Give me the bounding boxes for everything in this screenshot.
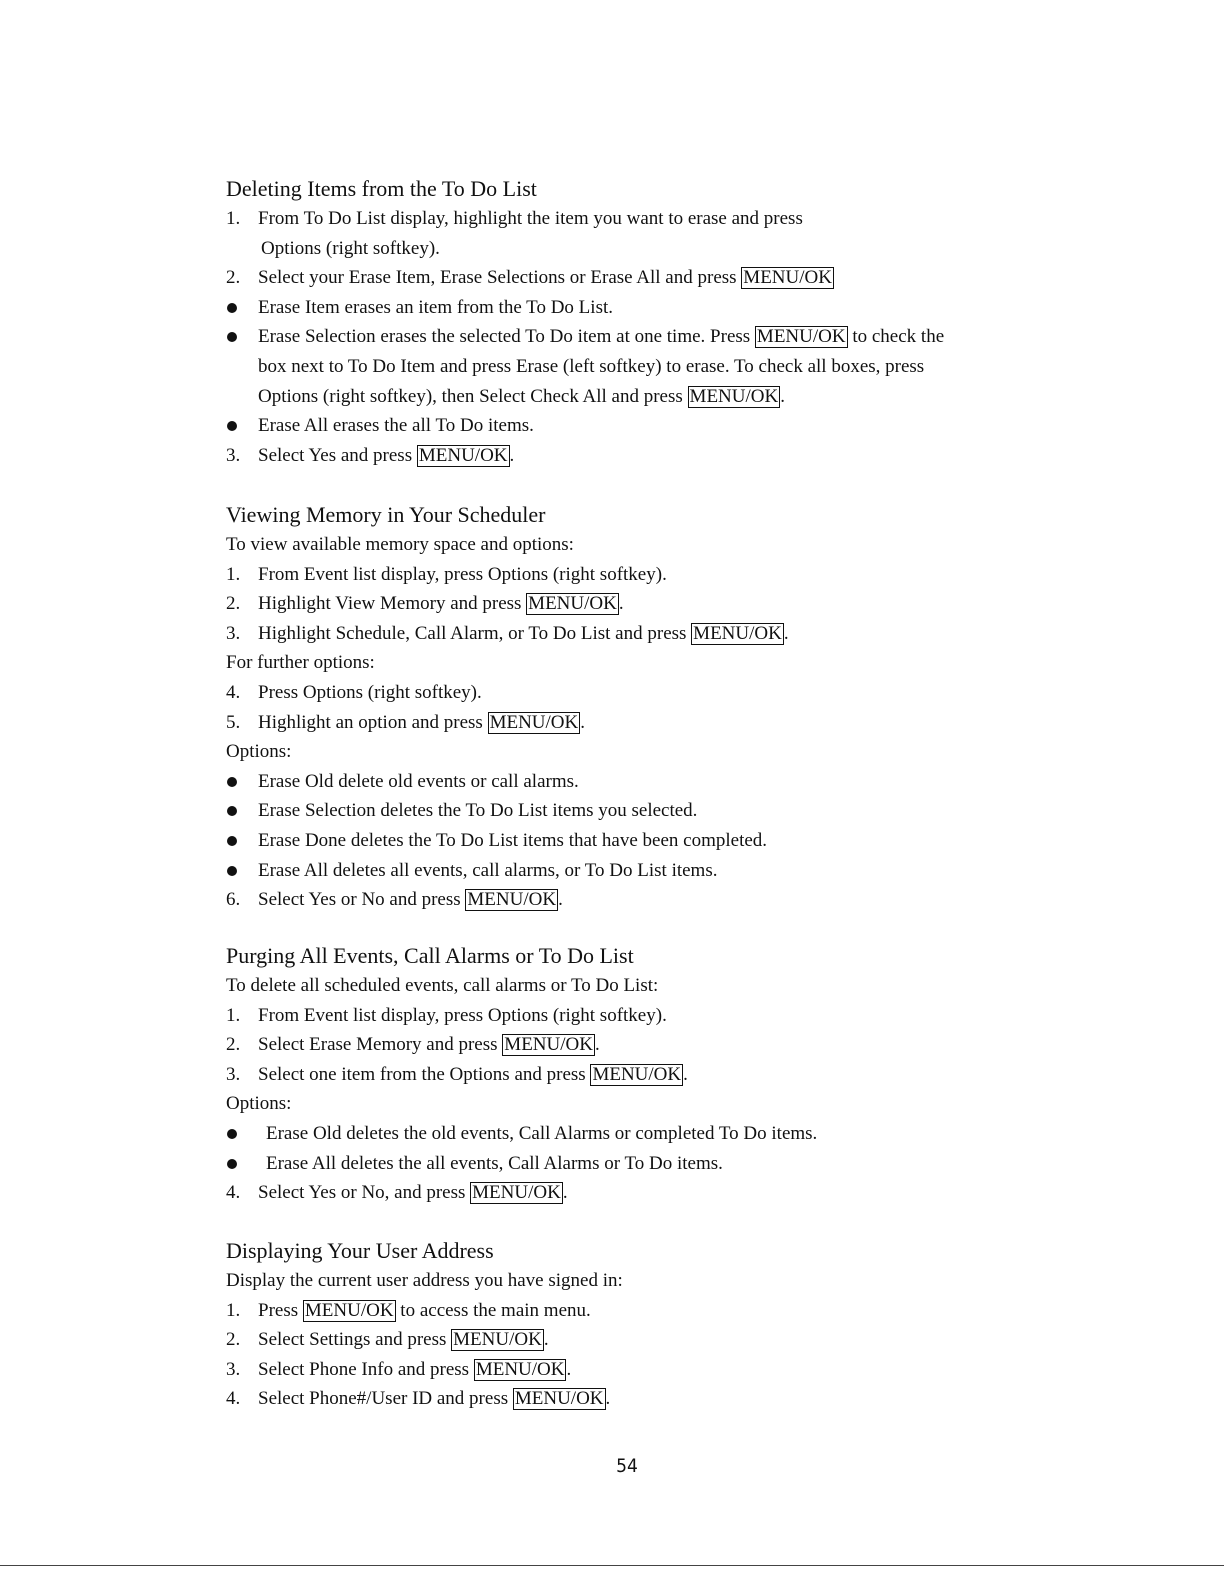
menu-ok-key: MENU/OK xyxy=(514,1388,604,1410)
list-item: 4. Select Yes or No, and press MENU/OK . xyxy=(226,1178,1106,1208)
item-text: Select Phone#/User ID and press xyxy=(258,1388,509,1410)
list-item: 2. Highlight View Memory and press MENU/OK . xyxy=(226,589,1106,619)
list-item: 3. Select Phone Info and press MENU/OK . xyxy=(226,1355,1106,1385)
bullet-item xyxy=(226,293,1106,323)
bullet-text: Erase Selection erases the selected To Do item at one time. Press xyxy=(258,326,751,348)
list-item xyxy=(226,1001,1106,1031)
bullet-icon xyxy=(227,421,237,431)
list-item: 3. Select one item from the Options and press MENU/OK . xyxy=(226,1060,1106,1090)
item-text: Press Options (right softkey). xyxy=(258,681,482,703)
item-number: 1. xyxy=(226,1299,241,1321)
list-item: 2. Select Erase Memory and press MENU/OK . xyxy=(226,1030,1106,1060)
list-item xyxy=(226,560,1106,590)
item-text: Highlight an option and press xyxy=(258,711,483,733)
list-item xyxy=(226,1296,1106,1326)
bullet-item xyxy=(226,1119,1106,1149)
bullet-text-continued: Options (right softkey), then Select Check All and press MENU/OK . xyxy=(258,385,785,407)
bullet-icon xyxy=(227,332,237,342)
options-label: Options: xyxy=(226,1093,292,1115)
intro-text: Display the current user address you have signed in: xyxy=(226,1270,623,1291)
item-text: Select one item from the Options and press xyxy=(258,1063,586,1085)
menu-ok-key: MENU/OK xyxy=(743,267,832,289)
item-number: 2. xyxy=(226,1034,241,1056)
intro-text: To delete all scheduled events, call alarms or To Do List: xyxy=(226,975,659,996)
item-text: Select Phone Info and press xyxy=(258,1358,470,1380)
menu-ok-key: MENU/OK xyxy=(418,444,508,466)
bullet-text: Options (right softkey), then Select Check All and press xyxy=(258,385,683,407)
item-number: 4. xyxy=(226,681,241,703)
bullet-text: to check the xyxy=(852,326,945,348)
item-number: 1. xyxy=(226,1004,241,1026)
menu-ok-key: MENU/OK xyxy=(304,1299,394,1321)
bullet-icon xyxy=(227,777,237,787)
bullet-item xyxy=(226,411,1106,441)
section-deleting-items xyxy=(226,174,1106,470)
item-number: 4. xyxy=(226,1388,241,1410)
menu-ok-key: MENU/OK xyxy=(592,1063,682,1085)
bullet-text: Erase Selection deletes the To Do List items you selected. xyxy=(258,800,698,822)
menu-ok-key: MENU/OK xyxy=(693,622,782,644)
list-item xyxy=(226,263,1106,293)
menu-ok-key: MENU/OK xyxy=(756,326,846,348)
item-text: From Event list display, press Options (right softkey). xyxy=(258,1004,667,1026)
menu-ok-key: MENU/OK xyxy=(467,889,557,911)
list-item xyxy=(226,204,1106,234)
item-text: Select Yes and press xyxy=(258,444,413,466)
list-item: 6. Select Yes or No and press MENU/OK . xyxy=(226,885,1106,915)
item-number: 4. xyxy=(226,1182,241,1204)
list-item: 5. Highlight an option and press MENU/OK . xyxy=(226,708,1106,738)
section-heading: Deleting Items from the To Do List xyxy=(226,176,537,201)
item-text: Highlight Schedule, Call Alarm, or To Do List and press xyxy=(258,622,687,644)
bullet-icon xyxy=(227,866,237,876)
scan-edge-line xyxy=(0,1565,1224,1566)
bullet-item xyxy=(226,856,1106,886)
bullet-text: Erase Item erases an item from the To Do List. xyxy=(258,296,613,318)
item-number: 2. xyxy=(226,1329,241,1351)
item-text: From Event list display, press Options (right softkey). xyxy=(258,563,667,585)
page-number: 54 xyxy=(616,1455,638,1477)
bullet-icon xyxy=(227,1129,237,1139)
item-number: 6. xyxy=(226,889,241,911)
intro-text: To view available memory space and options: xyxy=(226,534,574,555)
section-purging-events xyxy=(226,941,1106,1208)
menu-ok-key: MENU/OK xyxy=(689,385,779,407)
bullet-text-continued: box next to To Do Item and press Erase (left softkey) to erase. To check all boxes, press xyxy=(258,355,925,377)
item-text: Highlight View Memory and press xyxy=(258,593,522,615)
bullet-text: Erase Old delete old events or call alarms. xyxy=(258,770,579,792)
menu-ok-key: MENU/OK xyxy=(453,1329,542,1351)
list-item: 4. Select Phone#/User ID and press MENU/OK . xyxy=(226,1384,1106,1414)
item-text: Select your Erase Item, Erase Selections or Erase All and press xyxy=(258,267,737,289)
item-text: Select Yes or No, and press xyxy=(258,1182,466,1204)
item-text: Select Erase Memory and press xyxy=(258,1034,498,1056)
section-heading: Viewing Memory in Your Scheduler xyxy=(226,502,546,527)
menu-ok-key: MENU/OK xyxy=(475,1358,565,1380)
list-item: 2. Select Settings and press MENU/OK . xyxy=(226,1325,1106,1355)
bullet-item xyxy=(226,767,1106,797)
item-number: 3. xyxy=(226,622,241,644)
section-viewing-memory xyxy=(226,500,1106,915)
item-number: 1. xyxy=(226,208,241,229)
bullet-icon xyxy=(227,303,237,313)
item-number: 3. xyxy=(226,1063,241,1085)
list-item: 3. Highlight Schedule, Call Alarm, or To Do List and press MENU/OK . xyxy=(226,619,1106,649)
section-user-address xyxy=(226,1236,1106,1414)
bullet-text: Erase All deletes the all events, Call Alarms or To Do items. xyxy=(266,1152,723,1174)
item-text: Press xyxy=(258,1299,299,1321)
bullet-icon xyxy=(227,806,237,816)
item-text-continued: Options (right softkey). xyxy=(261,237,440,259)
menu-ok-key: MENU/OK xyxy=(489,711,579,733)
item-number: 2. xyxy=(226,593,241,615)
bullet-icon xyxy=(227,1159,237,1169)
menu-ok-key: MENU/OK xyxy=(504,1034,593,1056)
bullet-item xyxy=(226,826,1106,856)
list-item xyxy=(226,678,1106,708)
item-text: to access the main menu. xyxy=(400,1299,591,1321)
bullet-item xyxy=(226,796,1106,826)
menu-ok-key: MENU/OK xyxy=(472,1182,561,1204)
menu-ok-key: MENU/OK xyxy=(528,593,617,615)
item-text: Select Settings and press xyxy=(258,1329,447,1351)
bullet-text: Erase All deletes all events, call alarms, or To Do List items. xyxy=(258,859,718,881)
item-text: Select Yes or No and press xyxy=(258,889,461,911)
item-number: 1. xyxy=(226,563,241,585)
bullet-item xyxy=(226,1149,1106,1179)
bullet-icon xyxy=(227,836,237,846)
item-number: 3. xyxy=(226,444,241,466)
bullet-text: Erase Done deletes the To Do List items that have been completed. xyxy=(258,829,768,851)
item-number: 3. xyxy=(226,1358,241,1380)
bullet-text: Erase All erases the all To Do items. xyxy=(258,415,534,437)
further-options-label: For further options: xyxy=(226,652,375,674)
section-heading: Purging All Events, Call Alarms or To Do List xyxy=(226,943,634,968)
bullet-item xyxy=(226,322,1106,352)
section-heading: Displaying Your User Address xyxy=(226,1238,494,1263)
list-item: 3. Select Yes and press MENU/OK . xyxy=(226,441,1106,471)
item-text: From To Do List display, highlight the item you want to erase and press xyxy=(258,208,803,229)
item-number: 2. xyxy=(226,267,241,289)
bullet-text: Erase Old deletes the old events, Call Alarms or completed To Do items. xyxy=(266,1122,818,1144)
options-label: Options: xyxy=(226,741,292,763)
item-number: 5. xyxy=(226,711,241,733)
